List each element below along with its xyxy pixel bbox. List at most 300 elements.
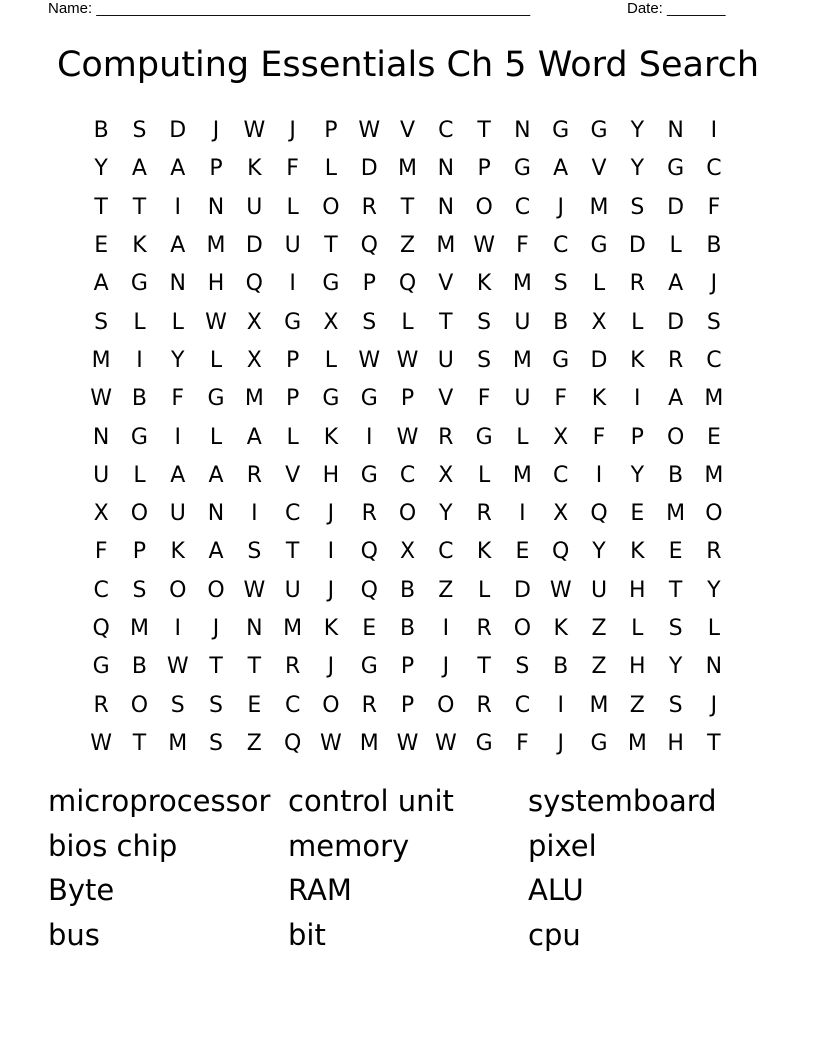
word-list-item: microprocessor — [48, 784, 271, 818]
grid-cell: Q — [360, 233, 378, 259]
grid-cell: L — [707, 616, 721, 641]
grid-cell: K — [630, 347, 645, 373]
grid-cell: A — [208, 462, 224, 488]
grid-cell: P — [209, 156, 223, 182]
grid-cell: P — [285, 347, 300, 373]
grid-cell: L — [133, 309, 146, 335]
grid-cell: X — [323, 309, 339, 335]
grid-cell: I — [710, 118, 718, 144]
grid-cell: E — [668, 539, 683, 565]
word-list-item: cpu — [528, 917, 581, 952]
grid-cell: N — [705, 654, 723, 680]
grid-cell: S — [515, 654, 530, 680]
word-list-item: RAM — [288, 873, 352, 907]
grid-cell: I — [557, 692, 564, 718]
grid-cell: O — [398, 501, 417, 527]
grid-cell: B — [399, 577, 416, 603]
grid-cell: N — [207, 501, 225, 527]
grid-cell: E — [94, 233, 109, 259]
grid-cell: I — [634, 386, 641, 412]
grid-cell: A — [93, 271, 109, 297]
grid-cell: F — [477, 386, 491, 412]
grid-cell: D — [169, 118, 187, 144]
grid-cell: U — [93, 462, 110, 488]
grid-cell: G — [475, 424, 493, 450]
grid-cell: U — [590, 577, 608, 603]
grid-cell: F — [171, 386, 185, 412]
grid-cell: N — [169, 271, 186, 297]
grid-cell: A — [170, 233, 186, 259]
grid-cell: Y — [630, 462, 645, 488]
grid-cell: K — [323, 424, 339, 450]
grid-cell: D — [667, 309, 685, 335]
grid-cell: L — [631, 309, 644, 335]
grid-cell: J — [710, 271, 718, 297]
word-list-item: ALU — [528, 873, 584, 907]
grid-cell: L — [133, 462, 146, 488]
grid-cell: S — [553, 271, 568, 297]
grid-cell: Z — [399, 233, 416, 259]
grid-cell: Q — [398, 271, 417, 297]
grid-cell: B — [399, 616, 416, 641]
grid-cell: L — [631, 616, 644, 641]
grid-cell: C — [514, 692, 531, 718]
grid-cell: C — [514, 194, 531, 220]
letter-grid — [82, 112, 733, 763]
grid-cell: I — [595, 462, 603, 488]
grid-cell: B — [131, 654, 147, 680]
grid-cell: F — [516, 730, 529, 756]
grid-cell: I — [136, 347, 143, 373]
grid-cell: N — [667, 118, 684, 144]
grid-cell: N — [514, 118, 531, 144]
grid-cell: G — [667, 156, 685, 182]
grid-cell: X — [553, 424, 569, 450]
grid-cell: U — [246, 194, 263, 220]
grid-cell: Q — [552, 539, 570, 565]
grid-cell: Y — [630, 156, 645, 182]
grid-cell: L — [592, 271, 606, 297]
grid-cell: T — [132, 194, 147, 220]
grid-cell: O — [705, 501, 723, 527]
grid-cell: T — [247, 654, 262, 680]
grid-cell: M — [627, 730, 647, 756]
grid-cell: R — [361, 692, 377, 718]
grid-cell: S — [209, 692, 224, 718]
word-list-item: control unit — [288, 784, 454, 818]
grid-cell: A — [170, 156, 186, 182]
grid-cell: T — [285, 539, 300, 565]
grid-cell: C — [706, 156, 722, 182]
grid-cell: N — [437, 194, 455, 220]
grid-cell: M — [283, 616, 303, 641]
grid-cell: I — [327, 539, 335, 565]
grid-cell: Y — [707, 577, 721, 603]
grid-cell: Z — [438, 577, 454, 603]
grid-cell: L — [286, 194, 299, 220]
grid-cell: M — [666, 501, 686, 527]
grid-cell: Y — [439, 501, 453, 527]
grid-cell: M — [704, 386, 724, 412]
grid-cell: C — [553, 462, 569, 488]
grid-cell: Y — [171, 347, 185, 373]
grid-cell: W — [243, 577, 266, 603]
date-field: Date: _______ — [627, 0, 726, 17]
grid-cell: W — [396, 424, 419, 450]
grid-cell: I — [289, 271, 296, 297]
grid-cell: R — [361, 501, 377, 527]
grid-cell: C — [553, 233, 569, 259]
grid-cell: K — [630, 539, 645, 565]
grid-cell: D — [590, 347, 608, 373]
grid-cell: T — [400, 194, 415, 220]
grid-cell: G — [130, 271, 148, 297]
grid-cell: O — [322, 692, 340, 718]
grid-cell: X — [246, 309, 262, 335]
grid-cell: S — [668, 692, 683, 718]
grid-cell: C — [438, 539, 454, 565]
grid-cell: Y — [668, 654, 683, 680]
grid-cell: O — [130, 501, 149, 527]
grid-cell: L — [669, 233, 682, 259]
grid-cell: K — [247, 156, 262, 182]
grid-cell: Q — [360, 539, 378, 565]
grid-cell: C — [399, 462, 416, 488]
grid-cell: L — [171, 309, 184, 335]
grid-cell: E — [515, 539, 530, 565]
grid-cell: W — [243, 118, 266, 144]
grid-cell: S — [94, 309, 109, 335]
grid-cell: W — [396, 730, 419, 756]
grid-cell: C — [438, 118, 454, 144]
grid-cell: T — [324, 233, 338, 259]
grid-cell: G — [284, 309, 302, 335]
grid-cell: G — [475, 730, 493, 756]
grid-cell: S — [132, 118, 147, 144]
grid-cell: A — [668, 386, 684, 412]
grid-cell: Q — [92, 616, 110, 641]
grid-cell: O — [130, 692, 149, 718]
grid-cell: G — [590, 730, 608, 756]
grid-cell: S — [668, 616, 683, 641]
grid-cell: P — [324, 118, 338, 144]
grid-cell: D — [245, 233, 263, 259]
grid-cell: F — [516, 233, 529, 259]
grid-cell: I — [251, 501, 258, 527]
grid-cell: V — [285, 462, 301, 488]
grid-cell: I — [442, 616, 450, 641]
grid-cell: G — [552, 347, 570, 373]
grid-cell: J — [442, 654, 450, 680]
grid-cell: E — [247, 692, 262, 718]
grid-cell: Z — [591, 654, 607, 680]
grid-cell: P — [285, 386, 300, 412]
grid-cell: L — [401, 309, 414, 335]
grid-cell: M — [436, 233, 456, 259]
grid-cell: S — [170, 692, 185, 718]
word-list-item: bus — [48, 917, 100, 952]
grid-cell: M — [512, 271, 532, 297]
grid-cell: S — [209, 730, 224, 756]
grid-cell: H — [667, 730, 684, 756]
grid-cell: G — [552, 118, 570, 144]
grid-cell: X — [93, 501, 109, 527]
grid-cell: A — [170, 462, 186, 488]
grid-cell: Q — [360, 577, 378, 603]
grid-cell: P — [362, 271, 376, 297]
grid-cell: O — [322, 194, 340, 220]
grid-cell: Z — [246, 730, 262, 756]
grid-cell: J — [289, 118, 296, 144]
grid-cell: R — [93, 692, 109, 718]
grid-cell: L — [516, 424, 529, 450]
grid-cell: A — [553, 156, 569, 182]
grid-cell: F — [592, 424, 606, 450]
grid-cell: B — [706, 233, 722, 259]
grid-cell: P — [400, 692, 415, 718]
grid-cell: R — [476, 501, 492, 527]
grid-cell: B — [93, 118, 109, 144]
grid-cell: M — [589, 692, 609, 718]
grid-cell: W — [90, 386, 113, 412]
grid-cell: E — [706, 424, 721, 450]
grid-cell: N — [92, 424, 110, 450]
grid-cell: T — [477, 654, 491, 680]
grid-cell: M — [168, 730, 188, 756]
grid-cell: B — [131, 386, 147, 412]
grid-cell: Y — [630, 118, 645, 144]
grid-cell: X — [438, 462, 454, 488]
grid-cell: K — [591, 386, 607, 412]
grid-cell: F — [94, 539, 108, 565]
grid-cell: K — [553, 616, 568, 641]
grid-cell: L — [477, 577, 491, 603]
grid-cell: U — [169, 501, 186, 527]
grid-cell: J — [557, 730, 564, 756]
grid-cell: D — [360, 156, 378, 182]
grid-cell: U — [284, 233, 301, 259]
grid-cell: J — [327, 654, 335, 680]
grid-cell: P — [400, 386, 415, 412]
grid-cell: R — [284, 654, 301, 680]
grid-cell: X — [591, 309, 607, 335]
grid-cell: Z — [591, 616, 607, 641]
grid-cell: H — [629, 654, 646, 680]
grid-cell: Z — [629, 692, 645, 718]
grid-cell: I — [365, 424, 373, 450]
grid-cell: W — [166, 654, 189, 680]
grid-cell: V — [591, 156, 607, 182]
grid-cell: Q — [590, 501, 608, 527]
grid-cell: D — [667, 194, 685, 220]
grid-cell: L — [477, 462, 491, 488]
grid-cell: G — [590, 118, 608, 144]
grid-cell: U — [514, 309, 531, 335]
word-list-item: Byte — [48, 873, 115, 907]
grid-cell: T — [439, 309, 453, 335]
grid-cell: K — [170, 539, 185, 565]
grid-cell: S — [630, 194, 645, 220]
grid-cell: U — [514, 386, 531, 412]
word-list — [48, 779, 768, 957]
grid-cell: Q — [245, 271, 263, 297]
grid-cell: M — [512, 347, 532, 373]
grid-cell: A — [131, 156, 147, 182]
grid-cell: M — [589, 194, 609, 220]
grid-cell: D — [513, 577, 531, 603]
grid-cell: M — [704, 462, 724, 488]
grid-cell: J — [212, 118, 220, 144]
grid-cell: F — [554, 386, 568, 412]
grid-cell: N — [207, 194, 225, 220]
grid-cell: F — [286, 156, 299, 182]
grid-cell: C — [93, 577, 109, 603]
grid-cell: R — [361, 194, 377, 220]
grid-cell: S — [132, 577, 147, 603]
grid-cell: K — [132, 233, 147, 259]
grid-cell: W — [358, 118, 381, 144]
grid-cell: O — [666, 424, 685, 450]
grid-cell: L — [324, 347, 338, 373]
grid-cell: I — [519, 501, 526, 527]
grid-cell: T — [94, 194, 108, 220]
grid-cell: G — [322, 386, 340, 412]
grid-cell: S — [706, 309, 721, 335]
word-list-item: memory — [288, 828, 410, 863]
grid-cell: I — [174, 424, 181, 450]
grid-cell: O — [437, 692, 455, 718]
grid-cell: M — [359, 730, 379, 756]
grid-cell: B — [553, 654, 569, 680]
grid-cell: G — [360, 462, 378, 488]
grid-cell: P — [400, 654, 415, 680]
grid-cell: O — [169, 577, 187, 603]
grid-cell: W — [434, 730, 457, 756]
grid-cell: A — [668, 271, 684, 297]
grid-cell: W — [473, 233, 495, 259]
grid-cell: T — [132, 730, 147, 756]
grid-cell: L — [209, 347, 223, 373]
grid-cell: G — [360, 386, 378, 412]
grid-cell: G — [207, 386, 225, 412]
grid-cell: H — [207, 271, 225, 297]
grid-cell: R — [667, 347, 684, 373]
grid-cell: G — [322, 271, 340, 297]
name-field: Name: ____________________________________________________ — [48, 0, 531, 17]
grid-cell: P — [477, 156, 491, 182]
grid-cell: K — [476, 539, 492, 565]
grid-cell: M — [244, 386, 264, 412]
grid-cell: Y — [592, 539, 606, 565]
grid-cell: K — [323, 616, 339, 641]
grid-cell: H — [629, 577, 646, 603]
grid-cell: G — [360, 654, 378, 680]
grid-cell: M — [206, 233, 226, 259]
page-title: Computing Essentials Ch 5 Word Search — [56, 45, 760, 85]
grid-cell: P — [630, 424, 644, 450]
grid-cell: F — [707, 194, 721, 220]
grid-cell: E — [362, 616, 377, 641]
grid-cell: G — [92, 654, 110, 680]
grid-cell: T — [707, 730, 721, 756]
grid-cell: O — [513, 616, 532, 641]
grid-cell: M — [129, 616, 149, 641]
grid-cell: J — [327, 577, 335, 603]
grid-cell: T — [209, 654, 223, 680]
word-list-item: bit — [288, 917, 326, 952]
grid-cell: O — [475, 194, 493, 220]
grid-cell: H — [322, 462, 340, 488]
grid-cell: W — [549, 577, 572, 603]
grid-cell: J — [557, 194, 564, 220]
grid-cell: S — [247, 539, 262, 565]
grid-cell: I — [174, 194, 181, 220]
grid-cell: M — [398, 156, 418, 182]
grid-cell: T — [668, 577, 683, 603]
grid-cell: A — [208, 539, 224, 565]
grid-cell: A — [246, 424, 262, 450]
grid-cell: S — [477, 309, 492, 335]
grid-cell: C — [706, 347, 722, 373]
word-list-item: systemboard — [528, 784, 717, 818]
grid-cell: R — [476, 692, 492, 718]
grid-cell: O — [207, 577, 225, 603]
grid-cell: N — [437, 156, 455, 182]
grid-cell: M — [91, 347, 111, 373]
grid-cell: D — [628, 233, 646, 259]
grid-cell: Y — [94, 156, 108, 182]
grid-cell: R — [629, 271, 645, 297]
grid-cell: R — [706, 539, 722, 565]
grid-cell: G — [590, 233, 608, 259]
grid-cell: R — [246, 462, 262, 488]
grid-cell: W — [90, 730, 113, 756]
grid-cell: T — [477, 118, 491, 144]
grid-cell: Q — [283, 730, 302, 756]
grid-cell: U — [284, 577, 301, 603]
grid-cell: E — [630, 501, 645, 527]
grid-cell: R — [438, 424, 454, 450]
word-list-item: bios chip — [48, 828, 178, 863]
word-list-item: pixel — [528, 828, 597, 863]
grid-cell: J — [212, 616, 220, 641]
grid-cell: V — [438, 386, 454, 412]
grid-cell: L — [209, 424, 223, 450]
grid-cell: P — [132, 539, 147, 565]
grid-cell: S — [477, 347, 492, 373]
grid-cell: W — [320, 730, 342, 756]
grid-cell: K — [476, 271, 492, 297]
grid-cell: G — [130, 424, 148, 450]
grid-cell: L — [286, 424, 299, 450]
grid-cell: X — [553, 501, 569, 527]
grid-cell: R — [476, 616, 492, 641]
grid-cell: I — [174, 616, 181, 641]
grid-cell: W — [205, 309, 227, 335]
grid-cell: B — [553, 309, 569, 335]
grid-cell: J — [710, 692, 718, 718]
grid-cell: J — [327, 501, 335, 527]
grid-cell: V — [399, 118, 416, 144]
grid-cell: N — [246, 616, 263, 641]
grid-cell: S — [362, 309, 377, 335]
grid-cell: C — [284, 501, 301, 527]
grid-cell: V — [438, 271, 454, 297]
grid-cell: C — [284, 692, 301, 718]
grid-cell: U — [437, 347, 454, 373]
grid-cell: W — [358, 347, 381, 373]
grid-cell: X — [246, 347, 262, 373]
